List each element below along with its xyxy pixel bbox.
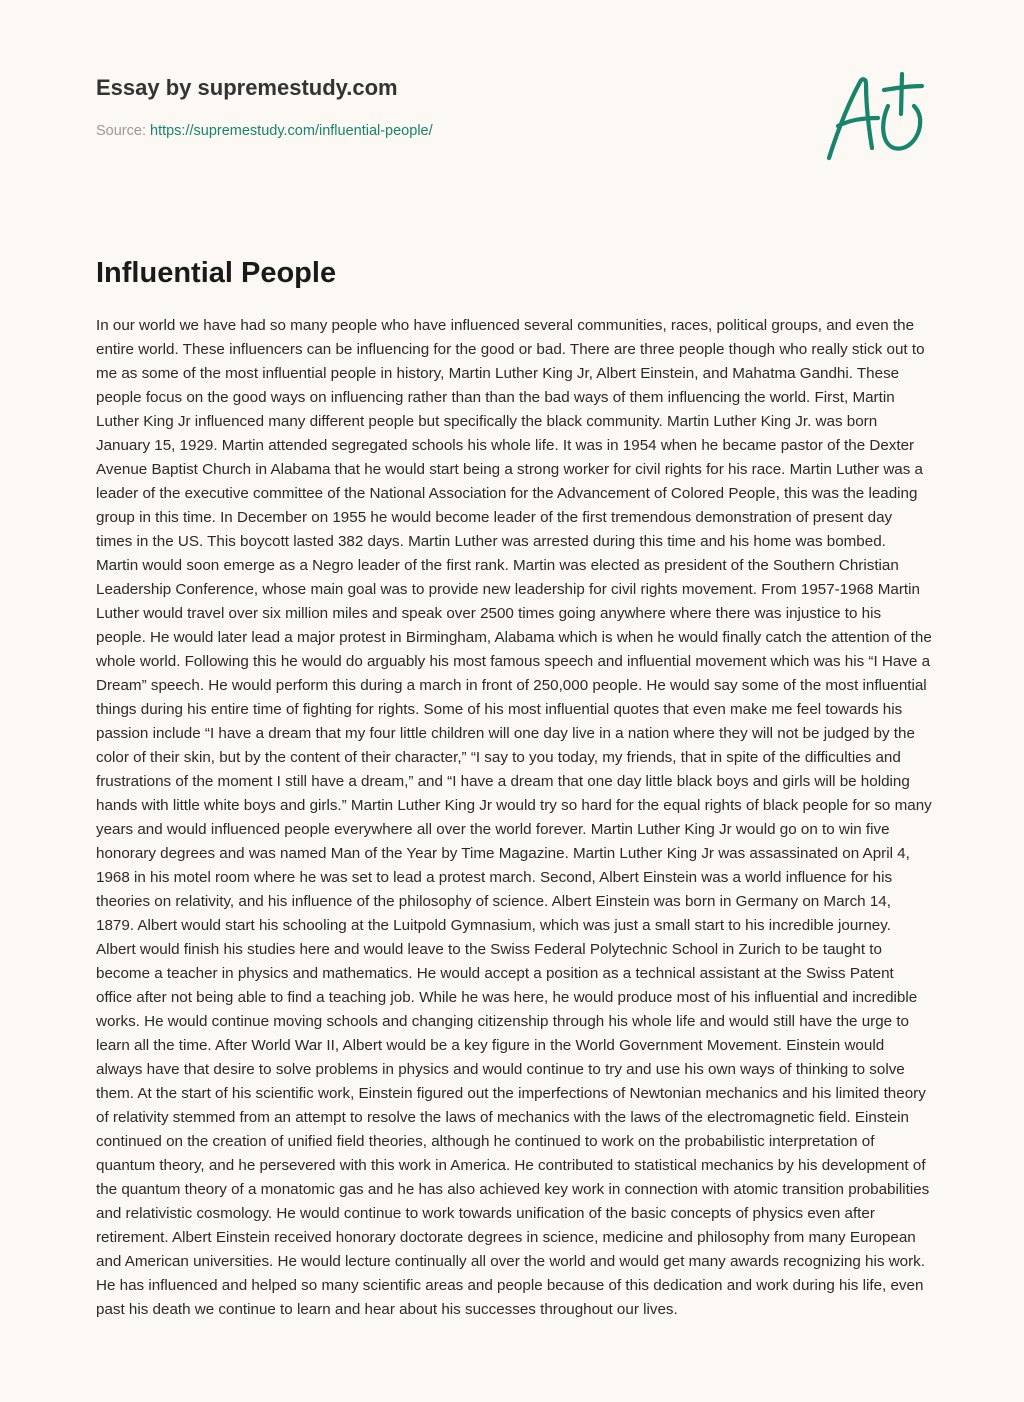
source-line bbox=[96, 122, 796, 140]
grade-a-plus-logo-icon bbox=[822, 68, 926, 164]
page-header bbox=[96, 74, 796, 140]
essay-title: Influential People bbox=[96, 257, 337, 289]
essay-body: In our world we have had so many people who have influenced several communities, races, political groups, and even the entire world. These influencers can be influencing for the good or bad. There are three people though who really stick out to me as some of the most influential people in history, Martin Luther King Jr, Albert Einstein, and Mahatma Gandhi. These people focus on the good ways on influencing rather than than the bad ways of them influencing the world. First, Martin Luther King Jr influenced many different people but specifically the black community. Martin Luther King Jr. was born January 15, 1929. Martin attended segregated schools his whole life. It was in 1954 when he became pastor of the Dexter Avenue Baptist Church in Alabama that he would start being a strong worker for civil rights for his race. Martin Luther was a leader of the executive committee of the National Association for the Advancement of Colored People, this was the leading group in this time. In December on 1955 he would become leader of the first tremendous demonstration of present day times in the US. This boycott lasted 382 days. Martin Luther was arrested during this time and his home was bombed. Martin would soon emerge as a Negro leader of the first rank. Martin was elected as president of the Southern Christian Leadership Conference, whose main goal was to provide new leadership for civil rights movement. From 1957-1968 Martin Luther would travel over six million miles and speak over 2500 times going anywhere where there was injustice to his people. He would later lead a major protest in Birmingham, Alabama which is when he would finally catch the attention of the whole world. Following this he would do arguably his most famous speech and influential movement which was his “I Have a Dream” speech. He would perform this during a march in front of 250,000 people. He would say some of the most influential things during his entire time of fighting for rights. Some of his most influential quotes that even make me feel towards his passion include “I have a dream that my four little children will one day live in a nation where they will not be judged by the color of their skin, but by the content of their character,” “I say to you today, my friends, that in spite of the difficulties and frustrations of the moment I still have a dream,” and “I have a dream that one day little black boys and girls will be holding hands with little white boys and girls.” Martin Luther King Jr would try so hard for the equal rights of black people for so many years and would influenced people everywhere all over the world forever. Martin Luther King Jr would go on to win five honorary degrees and was named Man of the Year by Time Magazine. Martin Luther King Jr was assassinated on April 4, 1968 in his motel room where he was set to lead a protest march. Second, Albert Einstein was a world influence for his theories on relativity, and his influence of the philosophy of science. Albert Einstein was born in Germany on March 14, 1879. Albert would start his schooling at the Luitpold Gymnasium, which was just a small start to his incredible journey. Albert would finish his studies here and would leave to the Swiss Federal Polytechnic School in Zurich to be taught to become a teacher in physics and mathematics. He would accept a position as a technical assistant at the Swiss Patent office after not being able to find a teaching job. While he was here, he would produce most of his influential and incredible works. He would continue moving schools and changing citizenship through his whole life and would still have the urge to learn all the time. After World War II, Albert would be a key figure in the World Government Movement. Einstein would always have that desire to solve problems in physics and would continue to try and use his own ways of thinking to solve them. At the start of his scientific work, Einstein figured out the imperfections of Newtonian mechanics and his limited theory of relativity stemmed from an attempt to resolve the laws of mechanics with the laws of the electromagnetic field. Einstein continued on the creation of unified field theories, although he continued to work on the probabilistic interpretation of quantum theory, and he persevered with this work in America. He contributed to statistical mechanics by his development of the quantum theory of a monatomic gas and he has also achieved key work in connection with atomic transition probabilities and relativistic cosmology. He would continue to work towards unification of the basic concepts of physics even after retirement. Albert Einstein received honorary doctorate degrees in science, medicine and philosophy from many European and American universities. He would lecture continually all over the world and would get many awards recognizing his work. He has influenced and helped so many scientific areas and people because of this dedication and work during his life, even past his death we continue to learn and hear about his successes throughout our lives. bbox=[96, 317, 932, 1318]
source-link[interactable]: https://supremestudy.com/influential-people/ bbox=[150, 123, 433, 139]
source-label: Source: bbox=[96, 123, 150, 139]
site-title: Essay by supremestudy.com bbox=[96, 75, 398, 100]
